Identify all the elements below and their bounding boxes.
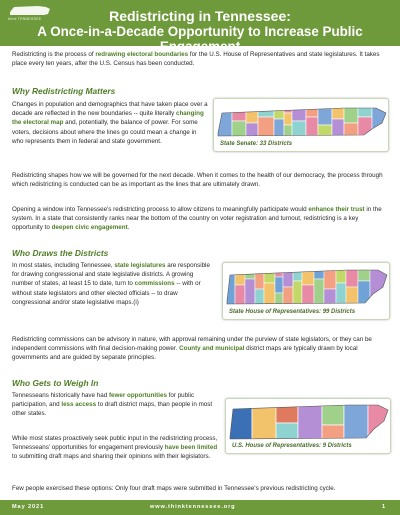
section-heading-who-draws: Who Draws the Districts <box>12 248 109 258</box>
page-title-line2: A Once-in-a-Decade Opportunity to Increase Public Engagement <box>37 24 363 54</box>
why-paragraph: Changes in population and demographics that have taken place over a decade are reflected in the new boundaries -- quite literally changing the electoral map and, potentially, the balance of power. For some voters, decisions about where the lines go could mean a change in who represents them in federal and state government. <box>12 101 208 145</box>
house-map-caption: State House of Representatives: 99 Districts <box>229 309 356 315</box>
who-draws-paragraph: In most states, including Tennessee, state legislatures are responsible for drawing congressional and state legislative districts. A growing number of states, at least 15 to date, turn to commissions -- with or without state legislators and other elected officials -- to draw congressional and/or state legislative maps.(i) <box>12 262 210 306</box>
footer-date: May 2021 <box>12 504 45 510</box>
state-house-map <box>222 262 390 320</box>
senate-map-caption: State Senate: 33 Districts <box>220 141 293 147</box>
page-number: 1 <box>382 504 387 510</box>
shapes-paragraph: Redistricting shapes how we will be governed for the next decade. When it comes to the health of our democracy, the process through which redistricting is conducted can be as important as the lines that are ultimately drawn. <box>12 172 383 189</box>
page-title-line1: Redistricting in Tennessee: <box>109 8 291 24</box>
us-house-map-caption: U.S. House of Representatives: 9 Districts <box>232 443 352 449</box>
weigh-in-paragraph-2: While most states proactively seek public input in the redistricting process, Tennesseans' opportunities for engagement previously have been limited to submitting draft maps and sharing their opinions with their legislators. <box>12 435 218 461</box>
footer-bar <box>0 500 400 515</box>
footer-url[interactable]: www.thinktennessee.org <box>150 504 236 510</box>
us-house-map <box>225 398 391 454</box>
commissions-paragraph: Redistricting commissions can be advisory in nature, with approval remaining under the purview of state legislators, or they can be independent commissions with final decision-making power. County and municipal district maps are typically drawn by local governments and are guided by separate principles. <box>12 336 372 362</box>
trust-paragraph: Opening a window into Tennessee's redistricting process to allow citizens to meaningfully participate would enhance their trust in the system. In a state that consistently ranks near the bottom of the country on voter registration and turnout, redistricting is a key opportunity to deepen civic engagement. <box>12 206 382 232</box>
highlight-redrawing: redrawing electoral boundaries <box>95 51 189 58</box>
logo-text: think TENNESSEE <box>8 17 42 21</box>
weigh-in-paragraph-3: Few people exercised these options: Only four draft maps were submitted in Tennessee's previous redistricting cycle. <box>12 485 336 492</box>
state-senate-map <box>213 98 389 152</box>
intro-paragraph: Redistricting is the process of redrawing electoral boundaries for the U.S. House of Representatives and state legislatures. It takes place every ten years, after the U.S. Census has been conducted. <box>12 51 380 68</box>
weigh-in-paragraph-1: Tennesseans historically have had fewer opportunities for public participation, and less access to draft district maps, than people in most other states. <box>12 392 213 418</box>
section-heading-weigh-in: Who Gets to Weigh In <box>12 378 99 388</box>
header-banner <box>0 0 400 54</box>
section-heading-why: Why Redistricting Matters <box>12 86 116 96</box>
